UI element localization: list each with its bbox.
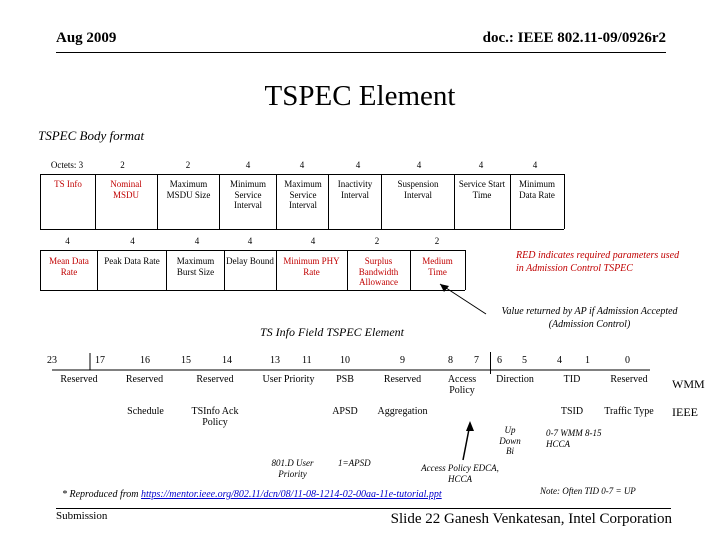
tsinfo-direction: Direction <box>496 374 534 385</box>
tsinfo-psb: PSB <box>336 374 354 385</box>
field-inactivity-interval: Inactivity Interval <box>337 179 373 200</box>
tsinfo-wmm-reserved-4: Reserved <box>383 374 422 385</box>
wmm-label: WMM <box>672 377 705 391</box>
reproduced-link[interactable]: https://mentor.ieee.org/802.11/dcn/08/11-08-1214-02-00aa-11e-tutorial.ppt <box>140 489 442 500</box>
tsinfo-access-policy: Access Policy <box>447 374 477 396</box>
octet-label: 2 <box>120 160 125 170</box>
bit-label: 1 <box>585 355 590 366</box>
tsinfo-traffic-type: Traffic Type <box>604 406 654 417</box>
bit-label: 17 <box>95 355 105 366</box>
field-max-msdu-size: Maximum MSDU Size <box>166 179 211 200</box>
tsinfo-aggregation: Aggregation <box>377 406 428 417</box>
octet-label: 4 <box>478 160 484 170</box>
octet-label: 4 <box>416 160 422 170</box>
header-date: Aug 2009 <box>56 30 117 46</box>
field-min-service-interval: Minimum Service Interval <box>229 179 266 210</box>
field-min-phy-rate: Minimum PHY Rate <box>283 256 340 277</box>
tsinfo-ack-policy: TSInfo Ack Policy <box>191 406 239 428</box>
field-ts-info: TS Info <box>54 179 82 189</box>
tsinfo-wmm-reserved-5: Reserved <box>610 374 648 385</box>
bit-label: 11 <box>302 355 312 366</box>
bit-label: 10 <box>340 355 350 366</box>
reproduced-note <box>62 489 442 500</box>
bit-label: 14 <box>222 355 232 366</box>
octet-label: 2 <box>434 236 440 246</box>
octet-label: 4 <box>310 236 316 246</box>
field-surplus-bandwidth: Surplus Bandwidth Allowance <box>358 256 399 287</box>
field-max-burst-size: Maximum Burst Size <box>176 256 215 277</box>
octet-label: 4 <box>299 160 305 170</box>
value-returned-note: Value returned by AP if Admission Accepted (Admission Control) <box>501 306 678 330</box>
octet-label: 2 <box>185 160 191 170</box>
required-note-text: RED indicates required parameters used in Admission Control TSPEC <box>516 250 680 274</box>
tid-note: 0-7 WMM 8-15 HCCA <box>546 428 602 449</box>
apsd-note: 1=APSD <box>338 458 371 468</box>
field-delay-bound: Delay Bound <box>226 256 274 266</box>
user-priority-note: 801.D User Priority <box>271 458 314 479</box>
field-mean-data-rate: Mean Data Rate <box>49 256 89 277</box>
tsinfo-wmm-reserved-3: Reserved <box>196 374 234 385</box>
bit-label: 7 <box>474 355 479 366</box>
octet-label: 4 <box>245 160 251 170</box>
octet-label: 4 <box>194 236 200 246</box>
octet-label: Octets: 3 <box>50 160 84 170</box>
octet-label: 4 <box>130 236 135 246</box>
octet-label: 4 <box>247 236 253 246</box>
bit-label: 5 <box>522 355 527 366</box>
tsinfo-tid: TID <box>563 374 581 385</box>
bit-label: 4 <box>557 355 562 366</box>
direction-note: Up Down Bi <box>499 425 521 456</box>
bit-label: 0 <box>625 355 630 366</box>
slide-info: Slide 22 Ganesh Venkatesan, Intel Corporation <box>390 511 672 527</box>
page-title: TSPEC Element <box>264 80 456 112</box>
bit-label: 13 <box>270 355 280 366</box>
tsinfo-wmm-reserved-1: Reserved <box>60 374 98 385</box>
bit-label: 8 <box>448 355 453 366</box>
submission-label: Submission <box>56 510 108 522</box>
octet-label: 4 <box>532 160 538 170</box>
bit-label: 16 <box>140 355 150 366</box>
field-peak-data-rate: Peak Data Rate <box>104 256 160 266</box>
reproduced-prefix: * Reproduced from <box>62 489 141 500</box>
tid-note-2: Note: Often TID 0-7 = UP <box>540 486 636 496</box>
access-policy-note: Access Policy EDCA, HCCA <box>421 463 499 484</box>
ieee-label: IEEE <box>672 405 698 419</box>
bit-label: 9 <box>400 355 405 366</box>
octet-label: 4 <box>355 160 361 170</box>
ts-info-field-label: TS Info Field TSPEC Element <box>260 325 404 339</box>
field-service-start-time: Service Start Time <box>458 179 506 200</box>
field-max-service-interval: Maximum Service Interval <box>284 179 322 210</box>
tsinfo-tsid: TSID <box>560 406 584 417</box>
bit-label: 15 <box>181 355 191 366</box>
field-medium-time: Medium Time <box>422 256 453 277</box>
field-nominal-msdu: Nominal MSDU <box>110 179 142 200</box>
bit-label: 23 <box>47 355 57 366</box>
tsinfo-user-priority: User Priority <box>262 374 315 385</box>
tsinfo-wmm-reserved-2: Reserved <box>125 374 164 385</box>
field-min-data-rate: Minimum Data Rate <box>518 179 555 200</box>
bit-label: 6 <box>497 355 502 366</box>
tsinfo-apsd: APSD <box>332 406 358 417</box>
tsinfo-schedule: Schedule <box>127 406 164 417</box>
header-doc-id: doc.: IEEE 802.11-09/0926r2 <box>482 30 666 46</box>
body-format-label: TSPEC Body format <box>38 128 145 143</box>
octet-label: 2 <box>374 236 380 246</box>
octet-label: 4 <box>65 236 70 246</box>
footer-rule <box>56 508 671 509</box>
field-suspension-interval: Suspension Interval <box>397 179 439 200</box>
